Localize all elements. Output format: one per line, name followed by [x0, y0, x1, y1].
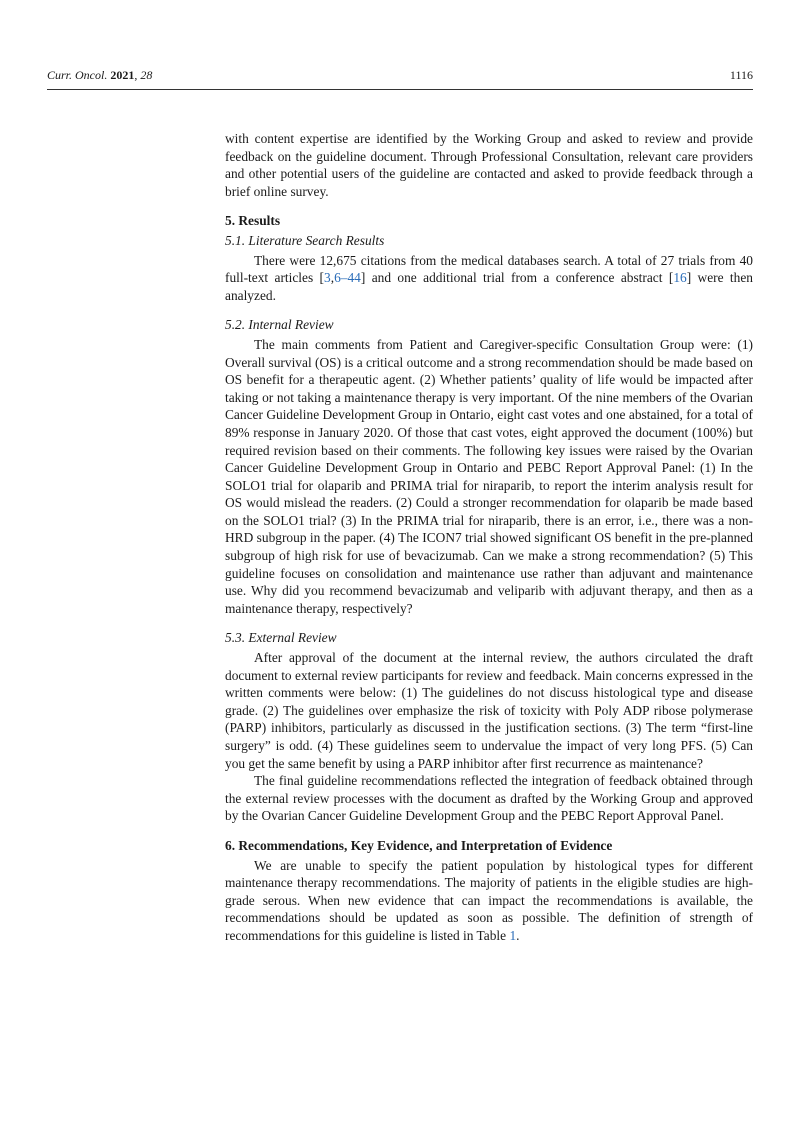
- journal-name: Curr. Oncol.: [47, 68, 108, 82]
- citation-link-3[interactable]: 3: [324, 270, 331, 286]
- journal-citation: Curr. Oncol. 2021, 28: [47, 68, 153, 82]
- section-6-text-a: We are unable to specify the patient population by histological types for different maintenance therapy recommendations. The majority of patients in the eligible studies are high-grade serous. When new evidence that can impact the recommendations is available, the recommendations should be updated as soon as possible. The definition of strength of recommendations for this guideline is listed in Table: [225, 857, 753, 943]
- section-5-3-paragraph-2: The final guideline recommendations reflected the integration of feedback obtained through the external review processes with the document as drafted by the Working Group and approved by the Ovarian Cancer Guideline Development Group and the PEBC Report Approval Panel.: [225, 773, 753, 824]
- header-rule: [47, 89, 753, 90]
- page-number: 1116: [729, 68, 753, 82]
- section-5-1-heading: 5.1. Literature Search Results: [225, 232, 385, 248]
- citation-link-6-44[interactable]: 6–44: [334, 270, 361, 286]
- section-5-1-text-b: ] and one additional trial from a conference abstract [: [360, 270, 674, 286]
- article-body: [225, 130, 753, 945]
- intro-paragraph: with content expertise are identified by the Working Group and asked to review and provide feedback on the guideline document. Through Professional Consultation, relevant care providers and other potential users of the guideline are contacted and asked to provide feedback through a brief online survey.: [225, 131, 753, 199]
- table-1-link[interactable]: 1: [509, 927, 517, 943]
- citation-link-16[interactable]: 16: [673, 270, 687, 286]
- section-5-3-paragraph-1: After approval of the document at the internal review, the authors circulated the draft document to external review participants for review and feedback. Main concerns expressed in the written comments were below: (1) The guidelines do not discuss histological type and disease grade. (2) The guidelines over emphasize the risk of toxicity with Poly ADP ribose polymerase (PARP) inhibitors, particularly as discussed in the justification sections. (3) The term “first-line surgery” is odd. (4) These guidelines seem to undervalue the impact of very long PFS. (5) Can you get the same benefit by using a PARP inhibitor after first recurrence as maintenance?: [225, 650, 753, 771]
- citation-separator: ,: [330, 270, 335, 286]
- section-6-heading: 6. Recommendations, Key Evidence, and Interpretation of Evidence: [225, 837, 613, 853]
- section-5-1-paragraph: [225, 252, 753, 305]
- section-5-heading: 5. Results: [225, 213, 281, 229]
- section-6-text-b: .: [516, 927, 520, 943]
- section-5-2-heading: 5.2. Internal Review: [225, 317, 334, 333]
- section-5-1-text-a: There were 12,675 citations from the medical databases search. A total of 27 trials from 40 full-text articles [: [225, 252, 753, 286]
- journal-volume: 28: [140, 68, 153, 82]
- section-5-3-heading: 5.3. External Review: [225, 630, 337, 646]
- section-6-paragraph: [225, 857, 753, 945]
- running-header: [47, 68, 753, 88]
- section-5-1-text-c: ] were then analyzed.: [225, 270, 753, 303]
- journal-year: 2021: [110, 68, 135, 82]
- section-5-2-paragraph: The main comments from Patient and Caregiver-specific Consultation Group were: (1) Overall survival (OS) is a critical outcome and a strong recommendation should be made based on OS benefit for a therapeutic agent. (2) Whether patients’ quality of life would be impacted after taking or not taking a maintenance therapy is very important. Of the nine members of the Ovarian Cancer Guideline Development Group in Ontario, eight cast votes and one abstained, for a total of 89% response in January 2020. Of those that cast votes, eight approved the document (100%) but required revision based on their comments. The following key issues were raised by the Ovarian Cancer Guideline Development Group in Ontario and PEBC Report Approval Panel: (1) In the SOLO1 trial for olaparib and PRIMA trial for niraparib, to report the interim analysis result for OS would mislead the readers. (2) Could a stronger recommendation for olaparib be made based on the SOLO1 trial? (3) In the PRIMA trial for niraparib, there is an error, i.e., there was a non-HRD subgroup in the paper. (4) The ICON7 trial showed significant OS benefit in the pre-planned subgroup of high risk for use of bevacizumab. Can we make a strong recommendation? (5) This guideline focuses on consolidation and maintenance use rather than adjuvant and maintenance use. Why did you recommend bevacizumab and veliparib with adjuvant therapy, and then as a maintenance therapy, respectively?: [225, 336, 753, 616]
